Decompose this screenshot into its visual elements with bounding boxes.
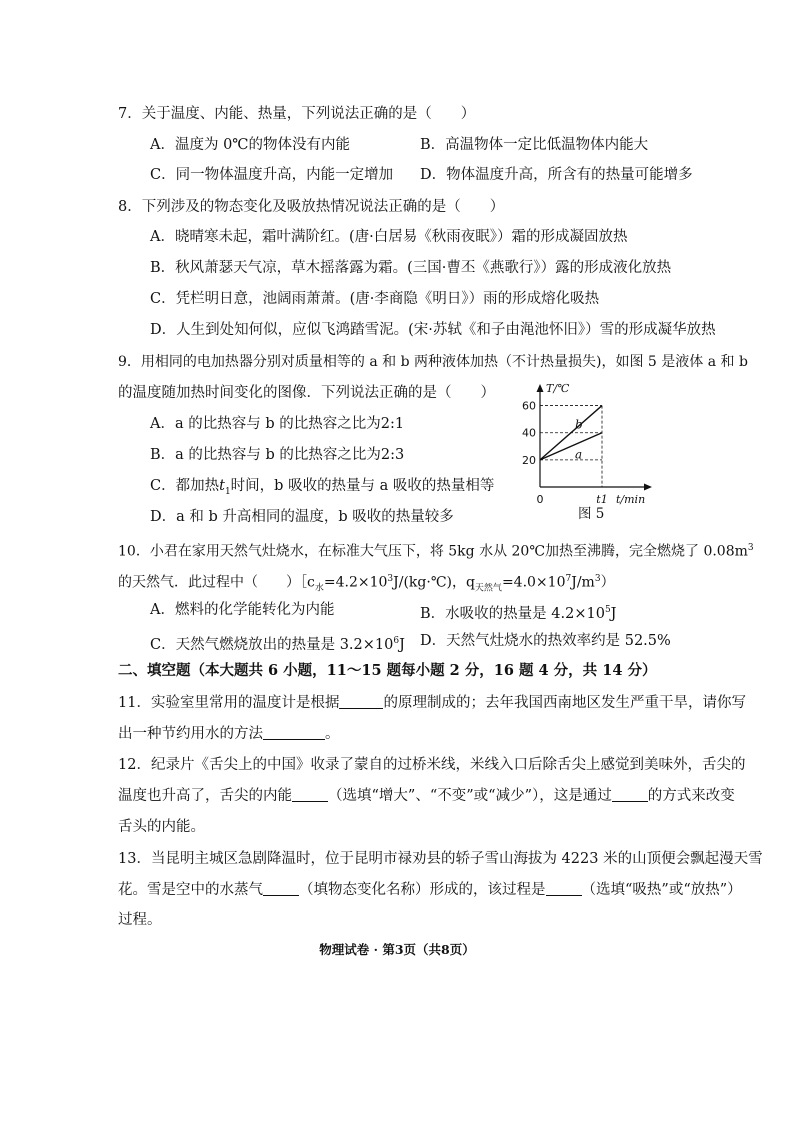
q12-line1: 12．纪录片《舌尖上的中国》收录了蒙自的过桥米线，米线入口后除舌尖上感觉到美味外，舌尖的 <box>118 757 746 773</box>
q9-option-a: A．a 的比热容与 b 的比热容之比为2:1 <box>150 416 405 432</box>
q8-option-b: B．秋风萧瑟天气凉，草木摇落露为霜。(三国·曹丕《燕歌行》）露的形成液化放热 <box>150 260 672 276</box>
series-label-b: b <box>575 417 583 432</box>
q10-option-c: C．天然气燃烧放出的热量是 $3.2\times 10^6J$ <box>150 636 405 653</box>
q13-line3: 过程。 <box>118 912 162 928</box>
chart-axes <box>537 384 653 491</box>
section-heading-fill-in: 二、填空题（本大题共 6 小题，11～15 题每小题 2 分，16 题 4 分，共 14 分） <box>118 662 657 679</box>
q11-blank-2[interactable] <box>263 725 325 740</box>
q8-option-d: D．人生到处知何似，应似飞鸿踏雪泥。(宋·苏轼《和子由渑池怀旧》）雪的形成凝华放热 <box>150 322 716 338</box>
q12-line2: 温度也升高了，舌尖的内能 （选填“增大”、“不变”或“减少”），这是通过 的方式来改变 <box>118 788 735 804</box>
q8-stem: 8．下列涉及的物态变化及吸放热情况说法正确的是（ ） <box>118 199 505 215</box>
x-axis-arrow <box>644 484 652 491</box>
q7-stem: 7．关于温度、内能、热量，下列说法正确的是（ ） <box>118 106 476 122</box>
q13-line1: 13．当昆明主城区急剧降温时，位于昆明市禄劝县的轿子雪山海拔为 4223 米的山顶便会飘起漫天雪 <box>118 851 763 867</box>
q12-blank-2[interactable] <box>612 787 648 802</box>
q13-line2: 花。雪是空中的水蒸气 （填物态变化名称）形成的，该过程是 （选填“吸热”或“放热”） <box>118 882 742 898</box>
x-tick-label: t1 <box>596 493 608 506</box>
page-footer: 物理试卷 · 第3页（共8页） <box>319 942 475 957</box>
q9-stem-line2: 的温度随加热时间变化的图像．下列说法正确的是（ ） <box>118 385 495 401</box>
q11-blank-1[interactable] <box>339 694 383 709</box>
q8-option-c: C．凭栏明日意，池阔雨萧萧。(唐·李商隐《明日》）雨的形成熔化吸热 <box>150 291 600 307</box>
x-tick-label: 0 <box>536 493 544 506</box>
q10-stem-line2: 的天然气．此过程中（ ）$[c_水=4.2\times 10^3J/(kg\cdot℃)$，$q_{天然气}=4.0\times 10^7J/m^3$） <box>118 574 615 594</box>
series-label-a: a <box>575 447 583 462</box>
y-tick-label: 20 <box>522 453 536 467</box>
q13-blank-2[interactable] <box>546 881 582 896</box>
q11-line1: 11．实验室里常用的温度计是根据 的原理制成的；去年我国西南地区发生严重干旱，请你写 <box>118 695 746 711</box>
q9-stem-line1: 9．用相同的电加热器分别对质量相等的 a 和 b 两种液体加热（不计热量损失)，如图 5 是液体 a 和 b <box>118 354 748 370</box>
y-axis-arrow <box>537 384 544 392</box>
series-line-a <box>540 433 602 460</box>
y-axis-label: T/℃ <box>546 382 570 395</box>
figure-5-chart <box>500 382 670 522</box>
q11-line2: 出一种节约用水的方法 。 <box>118 726 340 742</box>
q7-option-b: B．高温物体一定比低温物体内能大 <box>420 137 649 153</box>
q12-blank-1[interactable] <box>292 787 328 802</box>
q10-option-d: D．天然气灶烧水的热效率约是 52.5% <box>420 633 671 649</box>
q7-option-c: C．同一物体温度升高，内能一定增加 <box>150 167 394 183</box>
q13-blank-1[interactable] <box>263 881 299 896</box>
q12-line3: 舌头的内能。 <box>118 819 205 835</box>
x-axis-label: t/min <box>616 493 646 506</box>
q8-option-a: A．晓晴寒未起，霜叶满阶红。(唐·白居易《秋雨夜眠》）霜的形成凝固放热 <box>150 229 628 245</box>
q9-option-d: D．a 和 b 升高相同的温度，b 吸收的热量较多 <box>150 509 454 525</box>
q9-option-b: B．a 的比热容与 b 的比热容之比为2:3 <box>150 447 405 463</box>
q10-stem-line1: 10．小君在家用天然气灶烧水，在标准大气压下，将 5kg 水从 20℃加热至沸腾，完全燃烧了 $0.08m^3$ <box>118 543 754 560</box>
q10-option-b: B．水吸收的热量是 $4.2\times 10^5J$ <box>420 605 617 622</box>
y-tick-label: 40 <box>522 426 536 440</box>
q7-option-a: A．温度为 0℃的物体没有内能 <box>150 137 351 153</box>
q7-option-d: D．物体温度升高，所含有的热量可能增多 <box>420 167 693 183</box>
q10-option-a: A．燃料的化学能转化为内能 <box>150 602 335 618</box>
y-tick-label: 60 <box>522 399 536 413</box>
figure-caption: 图 5 <box>578 506 605 522</box>
q9-option-c: C．都加热$t_1$时间，b 吸收的热量与 a 吸收的热量相等 <box>150 478 495 497</box>
